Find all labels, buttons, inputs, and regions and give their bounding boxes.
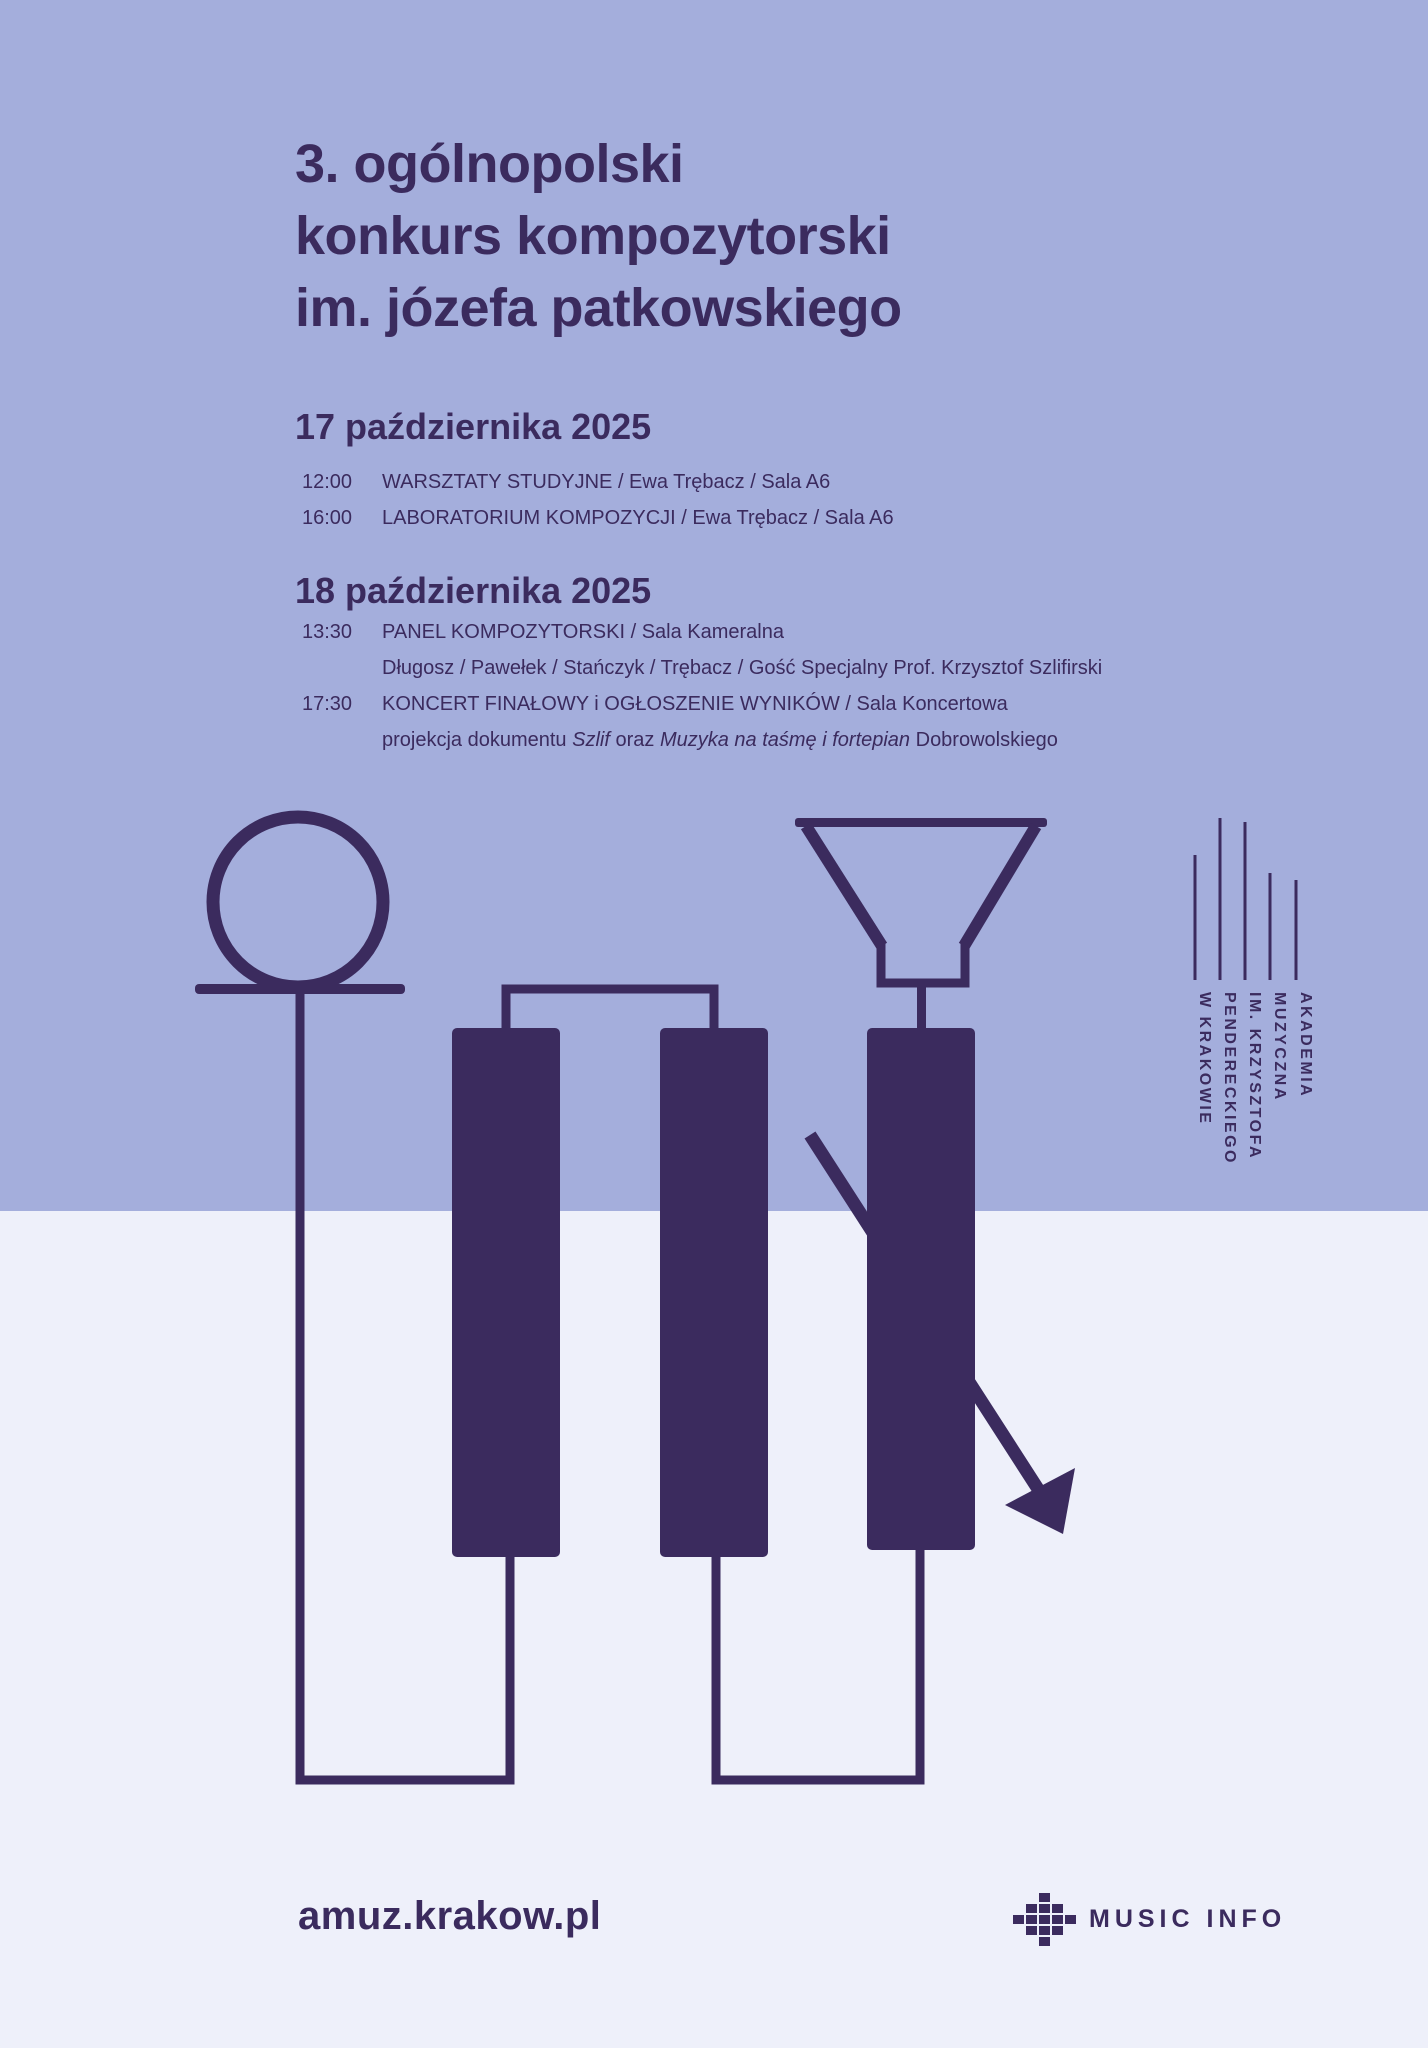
icon-pixel	[1039, 1893, 1050, 1902]
day-header: 17 października 2025	[295, 406, 652, 447]
icon-pixel	[1039, 1915, 1050, 1924]
schedule-text-segment: WARSZTATY STUDYJNE / Ewa Trębacz / Sala A6	[382, 471, 831, 493]
icon-pixel	[1052, 1926, 1063, 1935]
icon-pixel	[1065, 1926, 1076, 1935]
website-url: amuz.krakow.pl	[298, 1894, 602, 1938]
icon-pixel	[1065, 1915, 1076, 1924]
icon-pixel	[1065, 1937, 1076, 1946]
white-key-2-outline	[716, 1550, 920, 1780]
schedule-text-segment: LABORATORIUM KOMPOZYCJI / Ewa Trębacz / Sala A6	[382, 507, 894, 529]
schedule-line	[382, 729, 1058, 752]
title-line: 3. ogólnopolski	[295, 134, 684, 194]
schedule-time: 16:00	[302, 507, 353, 529]
funnel-stem	[917, 984, 926, 1030]
poster-title	[295, 128, 902, 344]
title-line: im. józefa patkowskiego	[295, 278, 902, 338]
academy-logo-text: IM. KRZYSZTOFA	[1246, 992, 1263, 1161]
schedule-line	[382, 507, 894, 530]
icon-pixel	[1065, 1904, 1076, 1913]
title-line: konkurs kompozytorski	[295, 206, 891, 266]
schedule-time: 12:00	[302, 471, 353, 493]
icon-pixel	[1052, 1904, 1063, 1913]
icon-pixel	[1052, 1893, 1063, 1902]
icon-pixel	[1052, 1915, 1063, 1924]
academy-logo	[1195, 818, 1314, 1165]
academy-logo-text: W KRAKOWIE	[1196, 992, 1213, 1126]
music-info-label: MUSIC INFO	[1089, 1905, 1287, 1933]
icon-pixel	[1039, 1926, 1050, 1935]
schedule-line	[382, 471, 830, 494]
music-info-icon	[1013, 1893, 1076, 1946]
music-info-logo	[1013, 1893, 1286, 1946]
schedule-text-segment: Długosz / Pawełek / Stańczyk / Trębacz / Gość Specjalny Prof. Krzysztof Szlifirski	[382, 657, 1103, 679]
schedule-text-segment: PANEL KOMPOZYTORSKI / Sala Kameralna	[382, 621, 784, 643]
icon-pixel	[1065, 1893, 1076, 1902]
day-header: 18 października 2025	[295, 570, 652, 611]
black-key-2	[660, 1028, 768, 1557]
icon-pixel	[1039, 1904, 1050, 1913]
icon-pixel	[1013, 1904, 1024, 1913]
schedule-line	[382, 621, 784, 644]
icon-pixel	[1026, 1893, 1037, 1902]
icon-pixel	[1013, 1893, 1024, 1902]
schedule-line	[382, 693, 1008, 716]
icon-pixel	[1013, 1915, 1024, 1924]
schedule-time: 17:30	[302, 693, 353, 715]
academy-logo-text: MUZYCZNA	[1271, 992, 1288, 1102]
funnel-left-side	[806, 826, 882, 946]
icon-pixel	[1026, 1937, 1037, 1946]
black-key-1	[452, 1028, 560, 1557]
icon-pixel	[1013, 1926, 1024, 1935]
circle-stand-bar	[195, 984, 405, 994]
black-key-3	[867, 1028, 975, 1550]
schedule-text-segment: KONCERT FINAŁOWY i OGŁOSZENIE WYNIKÓW / Sala Koncertowa	[382, 693, 1008, 715]
icon-pixel	[1013, 1937, 1024, 1946]
schedule-text-segment: Dobrowolskiego	[910, 729, 1058, 751]
arrow-head-icon	[1005, 1468, 1075, 1534]
bracket-connector	[506, 989, 714, 1030]
funnel-right-side	[964, 826, 1036, 946]
icon-pixel	[1026, 1904, 1037, 1913]
schedule-text-segment: Muzyka na taśmę i fortepian	[659, 729, 911, 751]
funnel-rim	[795, 818, 1047, 827]
academy-logo-text: AKADEMIA	[1297, 992, 1314, 1099]
academy-logo-text: PENDERECKIEGO	[1221, 992, 1238, 1165]
icon-pixel	[1026, 1926, 1037, 1935]
icon-pixel	[1026, 1915, 1037, 1924]
circle-ornament	[213, 817, 383, 987]
schedule-time: 13:30	[302, 621, 353, 643]
schedule-text-segment: Szlif	[572, 729, 610, 751]
schedule-line	[382, 657, 1102, 680]
icon-pixel	[1052, 1937, 1063, 1946]
icon-pixel	[1039, 1937, 1050, 1946]
schedule-text-segment: oraz	[609, 729, 660, 751]
schedule-text-segment: projekcja dokumentu	[382, 729, 573, 751]
funnel-neck	[881, 943, 965, 983]
